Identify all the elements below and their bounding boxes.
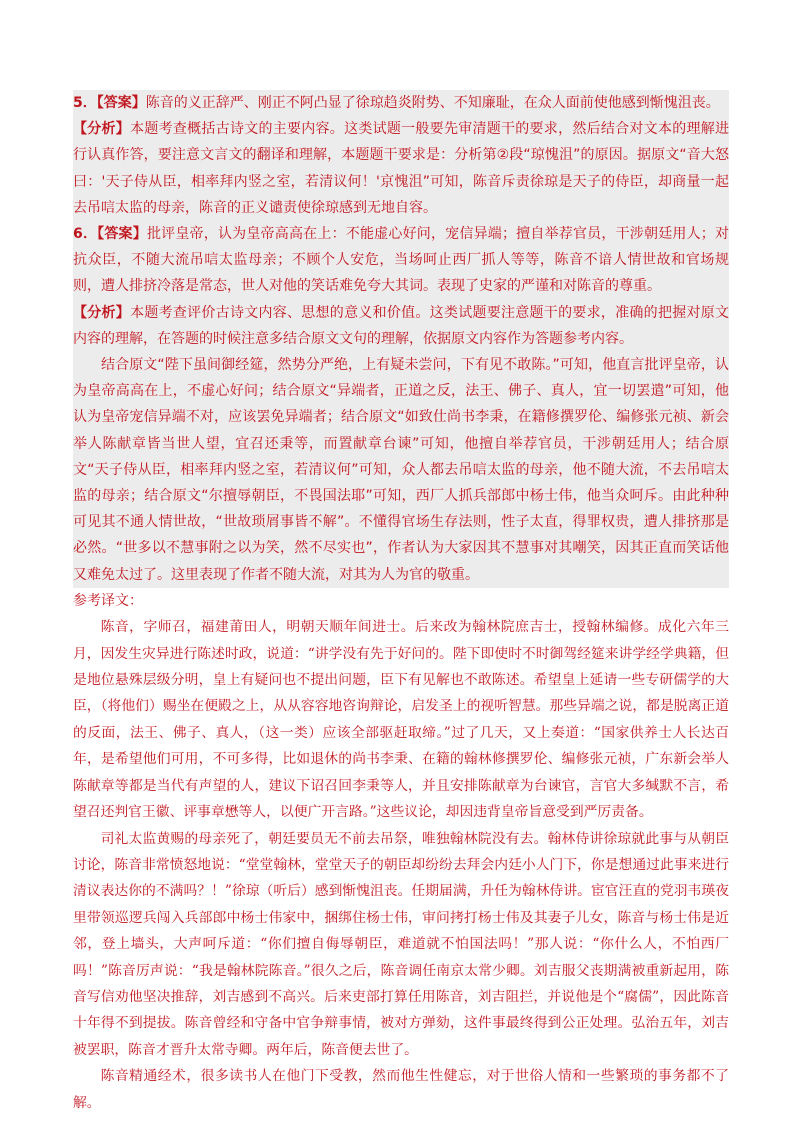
q6-answer: [73, 221, 729, 300]
translation-paragraph: 司礼太监黄赐的母亲死了，朝廷要员无不前去吊祭，唯独翰林院没有去。翰林侍讲徐琼就此事与从朝臣讨论，陈音非常愤怒地说：“堂堂翰林，堂堂天子的朝臣却纷纷去拜会内廷小人门下，你是想通过此事来进行清议表达你的不满吗？！”徐琼（听后）感到惭愧沮丧。任期届满，升任为翰林侍讲。宦官汪直的党羽韦瑛夜里带领巡逻兵闯入兵部郎中杨士伟家中，捆绑住杨士伟，审问拷打杨士伟及其妻子儿女，陈音与杨士伟是近邻，登上墙头，大声呵斥道：“你们擅自侮辱朝臣，难道就不怕国法吗！”那人说：“你什么人，不怕西厂吗！”陈音厉声说：“我是翰林院陈音。”很久之后，陈音调任南京太常少卿。刘吉服父丧期满被重新起用，陈音写信劝他坚决推辞，刘吉感到不高兴。后来吏部打算任用陈音，刘吉阻拦，并说他是个“腐儒”，因此陈音十年得不到提拔。陈音曾经和守备中官争辩事情，被对方弹劾，这件事最终得到公正处理。弘治五年，刘吉被罢职，陈音才晋升太常寺卿。两年后，陈音便去世了。: [73, 830, 729, 1058]
answer-block: [73, 90, 729, 588]
document-page: [73, 90, 729, 1116]
q5-analysis: [73, 116, 729, 221]
q6-analysis-text: 本题考查评价古诗文内容、思想的意义和价值。这类试题要注意题干的要求，准确的把握对原文内容的理解，在答题的时候注意多结合原文文句的理解，依据原文内容作为答题参考内容。: [73, 304, 730, 347]
translation-title: 参考译文：: [73, 592, 143, 609]
q5-answer: [73, 90, 729, 116]
q6-detail: 结合原文“陛下虽间御经筵，然势分严绝，上有疑未尝问，下有见不敢陈。”可知，他直言批评皇帝，认为皇帝高高在上，不虚心好问；结合原文“异端者，正道之反，法王、佛子、真人，宜一切罢遣”可知，他认为皇帝宠信异端不对，应该罢免异端者；结合原文“如致仕尚书李秉，在籍修撰罗伦、编修张元祯、新会举人陈献章皆当世人望，宜召还秉等，而置献章台谏”可知，他擅自举荐官员，干涉朝廷用人；结合原文“天子侍从臣，相率拜内竖之室，若清议何”可知，众人都去吊唁太监的母亲，他不随大流，不去吊唁太监的母亲；结合原文“尔擅辱朝臣，不畏国法耶”可知，西厂人抓兵部郎中杨士伟，他当众呵斥。由此种种可见其不通人情世故，“世故琐屑事皆不解”。不懂得官场生存法则，性子太直，得罪权贵，遭人排挤那是必然。“世多以不慧事附之以为笑，然不尽实也”，作者认为大家因其不慧事对其嘲笑，因其正直而笑话他又难免太过了。这里表现了作者不随大流，对其为人为官的敬重。: [73, 357, 729, 583]
translation-paragraph: 陈音，字师召，福建莆田人，明朝天顺年间进士。后来改为翰林院庶吉士，授翰林编修。成化六年三月，因发生灾异进行陈述时政，说道：“讲学没有先于好问的。陛下即使时不时御驾经筵来讲学经学典籍，但是地位悬殊层级分明，皇上有疑问也不提出问题，臣下有见解也不敢陈述。希望皇上延请一些专研儒学的大臣，（将他们）赐坐在便殿之上，从从容容地咨询辩论，启发圣上的视听智慧。那些异端之说，都是脱离正道的反面，法王、佛子、真人，（这一类）应该全部驱赶取缔。”过了几天，又上奏道：“国家供养士人长达百年，是希望他们可用，不可多得，比如退休的尚书李秉、在籍的翰林修撰罗伦、编修张元祯，广东新会举人陈献章等都是当代有声望的人，建议下诏召回李秉等人，并且安排陈献章为台谏官，言官大多缄默不言，希望召还判官王徽、评事章懋等人，以便广开言路。”这些议论，却因违背皇帝旨意受到严厉责备。: [73, 619, 729, 821]
q6-answer-text: 批评皇帝，认为皇帝高高在上：不能虚心好问，宠信异端；擅自举荐官员，干涉朝廷用人；对抗众臣，不随大流吊唁太监母亲；不顾个人安危，当场呵止西厂抓人等等，陈音不谙人情世故和官场规则，遭人排挤冷落是常态，世人对他的笑话难免夸大其词。表现了史家的严谨和对陈音的尊重。: [73, 226, 729, 295]
q5-label: 5．【答案】: [73, 95, 146, 111]
q5-analysis-label: 【分析】: [73, 121, 131, 138]
q5-analysis-text: 本题考查概括古诗文的主要内容。这类试题一般要先审清题干的要求，然后结合对文本的理解进行认真作答，要注意文言文的翻译和理解，本题题干要求是：分析第②段“琼愧沮”的原因。据原文“音大怒曰：'天子侍从臣，相率拜内竖之室，若清议何！'京愧沮”可知，陈音斥责徐琼是天子的侍臣，却商量一起去吊唁太监的母亲，陈音的正义谴责使徐琼感到无地自容。: [73, 121, 730, 216]
q6-analysis: [73, 300, 729, 352]
q6-analysis-label: 【分析】: [73, 304, 131, 321]
translation-paragraph: 陈音精通经术，很多读书人在他门下受教，然而他生性健忘，对于世俗人情和一些繁琐的事务都不了解。: [73, 1068, 729, 1111]
q6-label: 6．【答案】: [73, 226, 147, 243]
translation-block: [73, 588, 729, 1116]
q5-answer-text: 陈音的义正辞严、刚正不阿凸显了徐琼趋炎附势、不知廉耻，在众人面前使他感到惭愧沮丧。: [145, 95, 720, 111]
